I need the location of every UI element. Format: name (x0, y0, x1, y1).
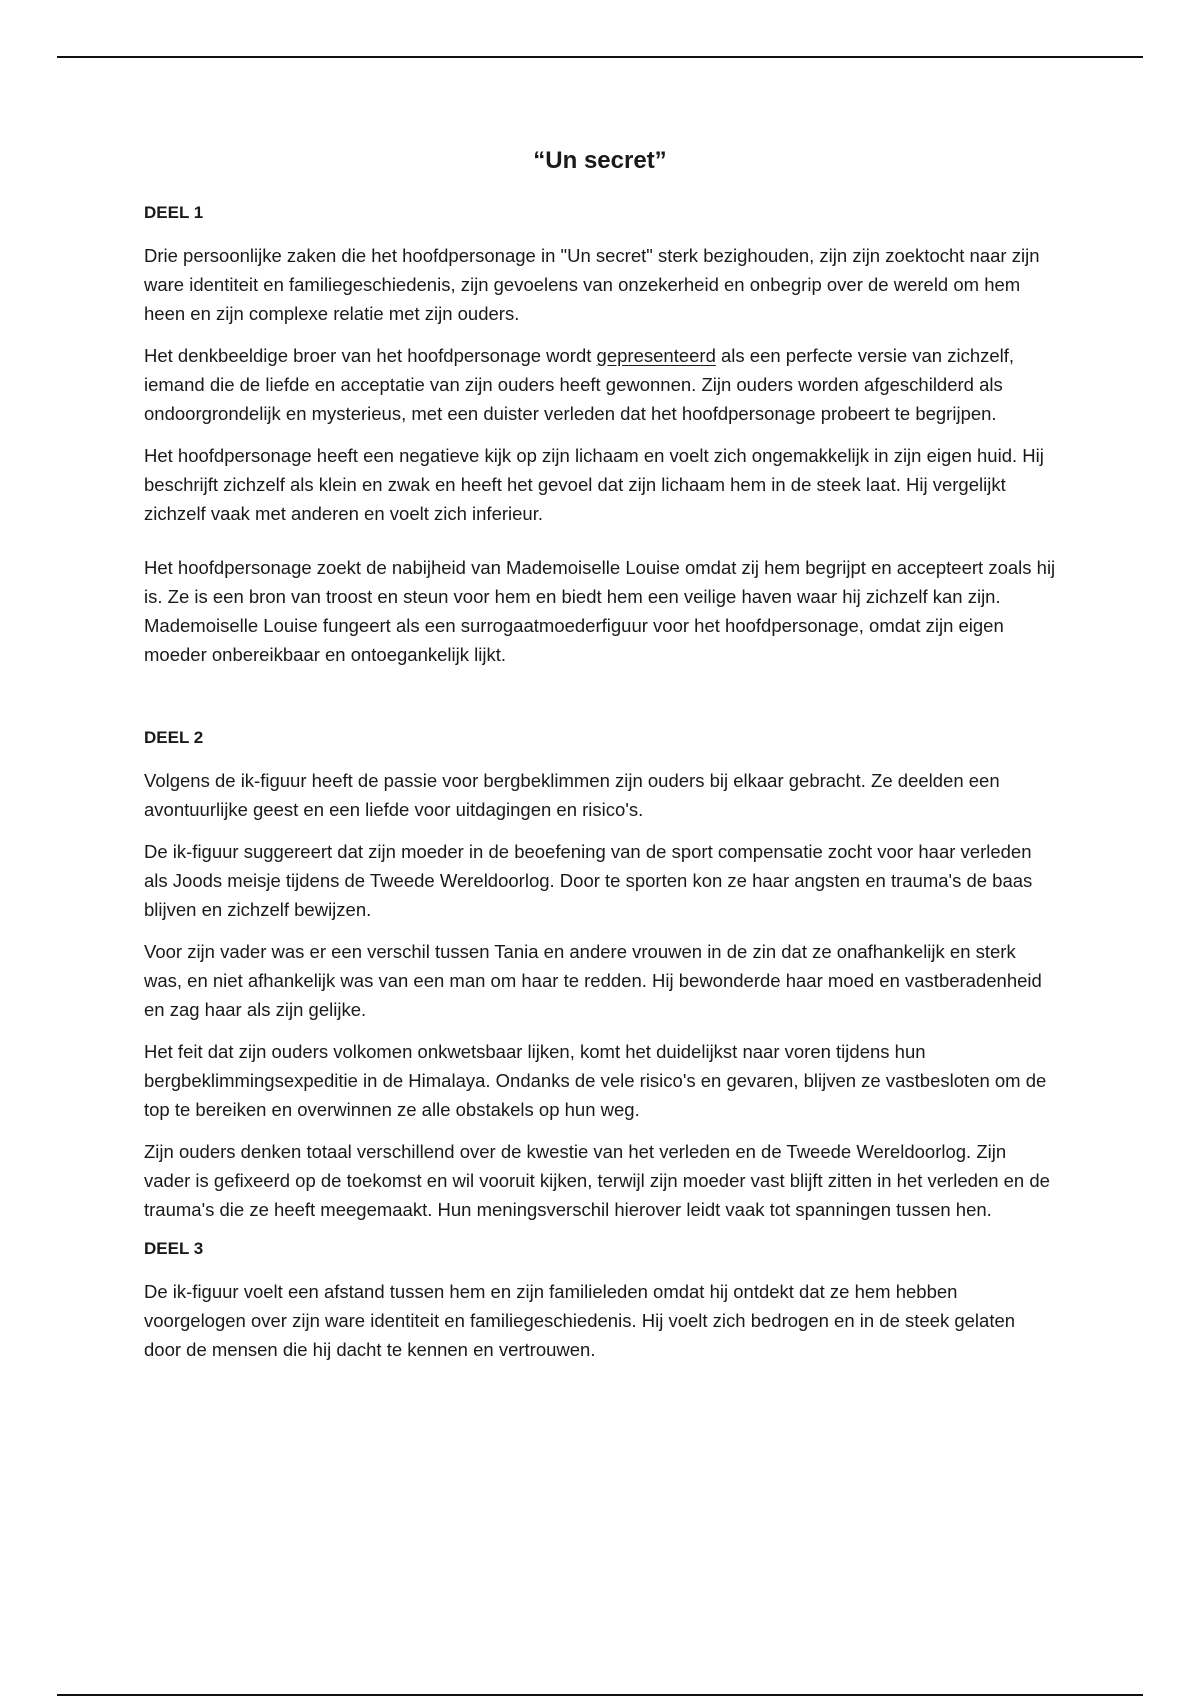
paragraph: Zijn ouders denken totaal verschillend over de kwestie van het verleden en de Tweede Wereldoorlog. Zijn vader is gefixeerd op de toekomst en wil vooruit kijken, terwijl zijn moeder vast blijft zitten in het verleden en de trauma's die ze heeft meegemaakt. Hun meningsverschil hierover leidt vaak tot spanningen tussen hen. (144, 1141, 1050, 1220)
paragraph: Het hoofdpersonage heeft een negatieve kijk op zijn lichaam en voelt zich ongemakkelijk in zijn eigen huid. Hij beschrijft zichzelf als klein en zwak en heeft het gevoel dat zijn lichaam hem in de steek laat. Hij vergelijkt zichzelf vaak met anderen en voelt zich inferieur. (144, 445, 1044, 524)
paragraph: Drie persoonlijke zaken die het hoofdpersonage in "Un secret" sterk bezighouden, zijn zijn zoektocht naar zijn ware identiteit en familiegeschiedenis, zijn gevoelens van onzekerheid en onbegrip over de wereld om hem heen en zijn complexe relatie met zijn ouders. (144, 245, 1040, 324)
paragraph-text: Het denkbeeldige broer van het hoofdpersonage wordt (144, 345, 597, 366)
paragraph: Volgens de ik-figuur heeft de passie voor bergbeklimmen zijn ouders bij elkaar gebracht. Ze deelden een avontuurlijke geest en een liefde voor uitdagingen en risico's. (144, 770, 1000, 820)
paragraph (144, 341, 1056, 428)
paragraph: Het feit dat zijn ouders volkomen onkwetsbaar lijken, komt het duidelijkst naar voren tijdens hun bergbeklimmingsexpeditie in de Himalaya. Ondanks de vele risico's en gevaren, blijven ze vastbesloten om de top te bereiken en overwinnen ze alle obstakels op hun weg. (144, 1041, 1047, 1120)
paragraph: Voor zijn vader was er een verschil tussen Tania en andere vrouwen in de zin dat ze onafhankelijk en sterk was, en niet afhankelijk was van een man om haar te redden. Hij bewonderde haar moed en vastberadenheid en zag haar als zijn gelijke. (144, 941, 1042, 1020)
section-heading: DEEL 2 (144, 728, 204, 747)
section-deel-1 (144, 201, 1056, 669)
paragraph: Het hoofdpersonage zoekt de nabijheid van Mademoiselle Louise omdat zij hem begrijpt en accepteert zoals hij is. Ze is een bron van troost en steun voor hem en biedt hem een veilige haven waar hij zichzelf kan zijn. Mademoiselle Louise fungeert als een surrogaatmoederfiguur voor het hoofdpersonage, omdat zijn eigen moeder onbereikbaar en ontoegankelijk lijkt. (144, 557, 1056, 665)
spacer (144, 541, 1056, 553)
paragraph-text: als een perfecte versie van zichzelf, iemand die de liefde en acceptatie van zijn ouders heeft gewonnen. Zijn ouders worden afgeschilderd als ondoorgrondelijk en mysterieus, met een duister verleden dat het hoofdpersonage probeert te begrijpen. (144, 345, 1015, 424)
section-heading: DEEL 1 (144, 203, 204, 222)
spacer (144, 682, 1056, 726)
paragraph: De ik-figuur suggereert dat zijn moeder in de beoefening van de sport compensatie zocht voor haar verleden als Joods meisje tijdens de Tweede Wereldoorlog. Door te sporten kon ze haar angsten en trauma's de baas blijven en zichzelf bewijzen. (144, 841, 1033, 920)
section-deel-3 (144, 1237, 1056, 1364)
document-title: “Un secret” (533, 147, 667, 174)
bottom-divider-line (57, 1694, 1143, 1696)
section-heading: DEEL 3 (144, 1239, 204, 1258)
document-page (144, 145, 1056, 1377)
paragraph: De ik-figuur voelt een afstand tussen hem en zijn familieleden omdat hij ontdekt dat ze hem hebben voorgelogen over zijn ware identiteit en familiegeschiedenis. Hij voelt zich bedrogen en in de steek gelaten door de mensen die hij dacht te kennen en vertrouwen. (144, 1281, 1016, 1360)
underlined-word: gepresenteerd (596, 345, 716, 366)
section-deel-2 (144, 726, 1056, 1224)
top-divider-line (57, 56, 1143, 58)
